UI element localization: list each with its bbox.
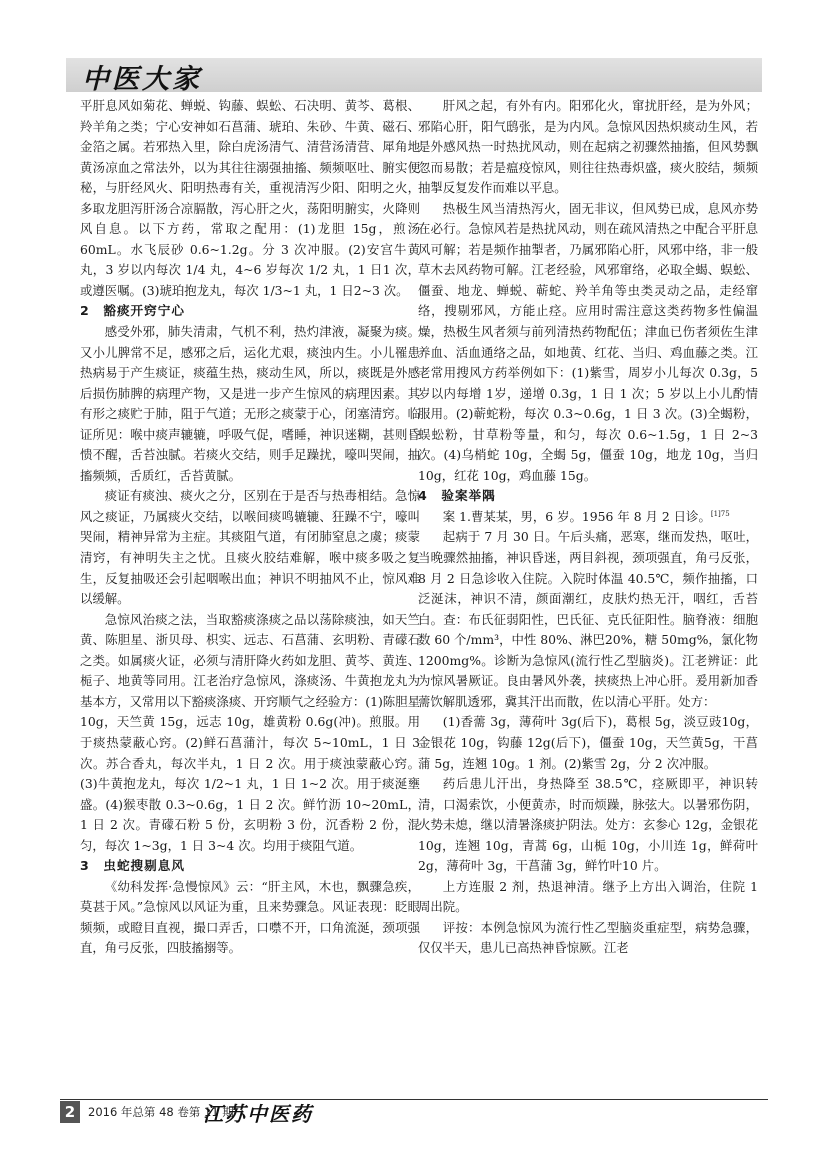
- case-text: 案 1.曹某某，男，6 岁。1956 年 8 月 2 日诊。: [442, 508, 711, 524]
- page-number: 2: [60, 1101, 80, 1123]
- paragraph: 药后患儿汗出，身热降至 38.5℃，痉厥即平，神识转清，口渴索饮，小便黄赤，时而烦躁，脉弦大。以暑邪伤阴，火势未熄，继以清暑涤痰护阴法。处方：玄参心 12g，金银花 10g，连翘 10g，青蒿 6g，山栀 10g，小川连 1g，鲜荷叶 2g，薄荷叶 3g，干菖蒲 3g，鲜竹叶10 片。: [418, 776, 758, 874]
- paragraph: 上方连服 2 剂，热退神清。继予上方出入调治，住院 1 周出院。: [418, 878, 758, 915]
- paragraph: 急惊风治痰之法，当取豁痰涤痰之品以荡除痰浊，如天竺黄、陈胆星、浙贝母、枳实、远志、石菖蒲、玄明粉、青礞石之类。如属痰火证，必须与清肝降火药如龙胆、黄芩、黄连、栀子、地黄等同用。江老治疗急惊风，涤痰汤、牛黄抱龙丸为基本方，又常用以下豁痰涤痰、开窍顺气之经验方：(1)陈胆星 10g，天竺黄 15g，远志 10g，雄黄粉 0.6g(冲)。煎服。用于痰热蒙蔽心窍。(2)鲜石菖蒲汁，每次 5~10mL，1 日 3 次。苏合香丸，每次半丸，1 日 2 次。用于痰浊蒙蔽心窍。(3)牛黄抱龙丸，每次 1/2~1 丸，1 日 1~2 次。用于痰涎壅盛。(4)猴枣散 0.3~0.6g，1 日 2 次。鲜竹沥 10~20mL，1 日 2 次。青礞石粉 5 份，玄明粉 3 份，沉香粉 2 份，混匀，每次 1~3g，1 日 3~4 次。均用于痰阻气道。: [80, 611, 420, 853]
- section-heading: 3 虫蛇搜剔息风: [80, 858, 185, 874]
- section-header-title: 中医大家: [82, 64, 202, 95]
- section-heading: 4 验案举隅: [418, 488, 496, 504]
- paragraph: 平肝息风如菊花、蝉蜕、钩藤、蜈蚣、石决明、黄芩、葛根、羚羊角之类；宁心安神如石菖蒲、琥珀、朱砂、牛黄、磁石、金箔之属。若邪热入里，除白虎汤清气、清营汤清营、犀角地黄汤凉血之常法外，以为其往往溺强抽搐、频频呕吐、腑实便秘，与肝经风火、阳明热毒有关，重视清泻少阳、阳明之火，多取龙胆泻肝汤合凉膈散，泻心肝之火，荡阳明腑实，火降则风自息。以下方药，常取之配用：(1)龙胆 15g，煎汤60mL。水飞辰砂 0.6~1.2g。分 3 次冲服。(2)安宫牛黄丸，3 岁以内每次 1/4 丸，4~6 岁每次 1/2 丸，1 日1 次，或遵医嘱。(3)琥珀抱龙丸，每次 1/3~1 丸，1 日2~3 次。: [80, 98, 420, 298]
- case-intro: [418, 507, 758, 528]
- paragraph: 评按：本例急惊风为流行性乙型脑炎重症型，病势急骤，仅仅半天，患儿已高热神昏惊厥。江老: [418, 919, 758, 956]
- paragraph: 感受外邪，肺失清肃，气机不利，热灼津液，凝聚为痰。又小儿脾常不足，感邪之后，运化尤艰，痰浊内生。小儿罹患热病易于产生痰证，痰蕴生热，痰动生风，所以，痰既是外感后损伤肺脾的病理产物，又是进一步产生惊风的病理因素。其有形之痰贮于肺，阻于气道；无形之痰蒙于心，闭塞清窍。临证所见：喉中痰声辘辘，呼吸气促，嗜睡，神识迷糊，甚则昏愦不醒，舌苔浊腻。若痰火交结，则手足躁扰，嚎叫哭闹，抽搐频频，舌质红，舌苔黄腻。: [80, 324, 420, 483]
- left-column: [80, 96, 420, 1096]
- paragraph: 肝风之起，有外有内。阳邪化火，窜扰肝经，是为外风；邪陷心肝，阳气鸱张，是为内风。急惊风因热炽痰动生风，若是外感风热一时热扰风动，则在起病之初骤然抽搐，但风势飘忽而易散；若是瘟疫惊风，则往往热毒炽盛，痰火胶结，频频抽掣反复发作而难以平息。: [418, 98, 758, 196]
- right-column: [418, 96, 758, 1096]
- citation-superscript: [1]75: [710, 509, 730, 518]
- issue-info: 2016 年总第 48 卷第 11 期: [88, 1105, 234, 1119]
- paragraph: 热极生风当清热泻火，固无非议，但风势已成，息风亦势在必行。急惊风若是热扰风动，则在疏风清热之中配合平肝息风可解；若是频作抽掣者，乃属邪陷心肝，风邪中络，非一般草木去风药物可解。江老经验，风邪窜络，必取全蝎、蜈蚣、僵蚕、地龙、蝉蜕、蕲蛇、羚羊角等虫类灵动之品，走经窜络，搜剔邪风，方能止痉。应用时需注意这类药物多性偏温燥，热极生风者须与前列清热药物配伍；津血已伤者须佐生津养血、活血通络之品，如地黄、红花、当归、鸡血藤之类。江老常用搜风方药举例如下：(1)紫雪，周岁小儿每次 0.3g，5 岁以内每增 1岁，递增 0.3g，1 日 1 次；5 岁以上小儿酌情服用。(2)蕲蛇粉，每次 0.3~0.6g，1 日 3 次。(3)全蝎粉，蜈蚣粉，甘草粉等量，和匀，每次 0.6~1.5g，1 日 2~3 次。(4)乌梢蛇 10g，全蝎 5g，僵蚕 10g，地龙 10g，当归 10g，红花 10g，鸡血藤 15g。: [418, 200, 758, 483]
- paragraph: (1)香薷 3g，薄荷叶 3g(后下)，葛根 5g，淡豆豉10g，金银花 10g，钩藤 12g(后下)，僵蚕 10g，天竺黄5g，干菖蒲 5g，连翘 10g。1 剂。(2)紫雪 2g，分 2 次冲服。: [418, 714, 758, 771]
- section-heading: 2 豁痰开窍宁心: [80, 303, 185, 319]
- journal-name: 江苏中医药: [203, 1102, 313, 1126]
- paragraph: 《幼科发挥·急慢惊风》云：“肝主风，木也，飘骤急疾，莫甚于风。”急惊风以风证为重，且来势骤急。风证表现：眨眼频频，或瞪目直视，撮口弄舌，口噤不开，口角流涎，颈项强直，角弓反张，四肢搐搦等。: [80, 878, 420, 956]
- footer-divider: [60, 1099, 768, 1100]
- paragraph: 痰证有痰浊、痰火之分，区别在于是否与热毒相结。急惊风之痰证，乃属痰火交结，以喉间痰鸣辘辘、狂躁不宁，嚎叫哭闹，精神异常为主症。其痰阻气道，有闭肺窒息之虞；痰蒙清窍，有神明失主之忧。且痰火胶结难解，喉中痰多吸之复生，反复抽吸还会引起咽喉出血；神识不明抽风不止，惊风难以缓解。: [80, 488, 420, 607]
- paragraph: 起病于 7 月 30 日。午后头痛，恶寒，继而发热，呕吐，当晚骤然抽搐，神识昏迷，两目斜视，颈项强直，角弓反张，8 月 2 日急诊收入住院。入院时体温 40.5℃，频作抽搐，口泛涎沫，神识不清，颜面潮红，皮肤灼热无汗，咽红，舌苔白。查：布氏征弱阳性，巴氏征、克氏征阳性。脑脊液：细胞数 60 个/mm³，中性 80%、淋巴20%，糖 50mg%，氯化物 1200mg%。诊断为急惊风(流行性乙型脑炎)。江老辨证：此为惊风暑厥证。良由暑风外袭，挟痰热上冲心肝。爰用新加香薷饮解肌透邪，冀其汗出而散，佐以清心平肝。处方：: [418, 529, 758, 709]
